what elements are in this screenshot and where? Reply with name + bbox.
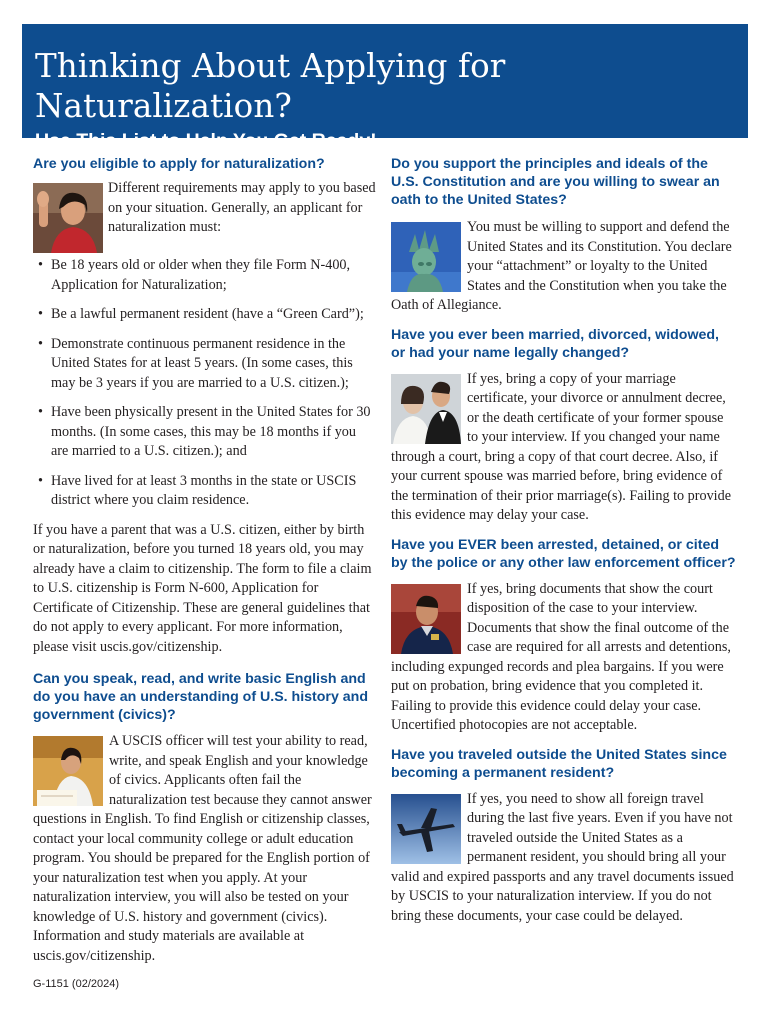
- list-item: • Be 18 years old or older when they file Form N-400, Application for Naturalization;: [33, 256, 376, 295]
- married-block: [391, 370, 736, 526]
- title-banner: [22, 24, 748, 152]
- eligibility-section: [33, 155, 376, 657]
- arrested-body: If yes, bring documents that show the court disposition of the case to your interview. Documents that show the final outcome of the case are required for all arrests and detentions, including expunged records and plea bargains. If you were put on probation, bring evidence that you completed it. Failing to provide this evidence could delay your case. Uncertified photocopies are not acceptable.: [391, 580, 731, 733]
- studying-woman-photo: [33, 736, 103, 806]
- parent-paragraph-block: [33, 521, 376, 658]
- eligibility-heading: Are you eligible to apply for naturalization?: [33, 156, 325, 172]
- left-column: [33, 155, 376, 966]
- married-section: [391, 326, 736, 526]
- married-body: If yes, bring a copy of your marriage certificate, your divorce or annulment decree, or the death certificate of your former spouse to your interview. If you changed your name through a court, bring a copy of that court decree. Also, if your current spouse was married before, bring evidence of the termination of their prior marriage(s). Failing to provide this evidence may delay your case.: [391, 370, 732, 523]
- eligibility-intro: Different requirements may apply to you based on your situation. Generally, an applicant for naturalization must:: [108, 180, 376, 235]
- eligibility-list: [33, 256, 376, 511]
- constitution-heading: Do you support the principles and ideals of the U.S. Constitution and are you willing to swear an oath to the United States?: [391, 156, 720, 208]
- arrested-section: [391, 536, 736, 736]
- married-heading: Have you ever been married, divorced, widowed, or had your name legally changed?: [391, 326, 720, 361]
- travel-block: [391, 790, 736, 927]
- raising-hand-woman-photo: [33, 183, 103, 253]
- travel-section: [391, 746, 736, 927]
- english-civics-section: [33, 670, 376, 966]
- parent-paragraph: If you have a parent that was a U.S. citizen, either by birth or naturalization, before you turned 18 years old, you may already have a claim to citizenship. The form to file a claim to U.S. citizenship is Form N-600, Application for Certificate of Citizenship. These are general guidelines that do not apply to every applicant. For more information, please visit uscis.gov/citizenship.: [33, 521, 372, 655]
- list-item: • Have lived for at least 3 months in the state or USCIS district where you claim residence.: [33, 472, 376, 511]
- police-officer-photo: [391, 584, 461, 654]
- airplane-photo: [391, 794, 461, 864]
- constitution-body: You must be willing to support and defend the United States and its Constitution. You declare your “attachment” or loyalty to the United States and the Constitution when you take the Oath of Allegiance.: [391, 219, 732, 313]
- list-item: • Demonstrate continuous permanent residence in the United States for at least 5 years. (In some cases, this may be 3 years if you are married to a U.S. citizen.);: [33, 335, 376, 394]
- list-item: • Have been physically present in the United States for 30 months. (In some cases, this may be 18 months if you are married to a U.S. citizen.); and: [33, 403, 376, 462]
- page-title: Thinking About Applying for Naturalization?: [35, 47, 506, 125]
- travel-heading: Have you traveled outside the United States since becoming a permanent resident?: [391, 746, 727, 781]
- constitution-section: [391, 155, 736, 316]
- page-subtitle: Use This List to Help You Get Ready!: [35, 130, 377, 152]
- arrested-heading: Have you EVER been arrested, detained, or cited by the police or any other law enforcement officer?: [391, 536, 736, 571]
- english-civics-body: A USCIS officer will test your ability to read, write, and speak English and your knowledge of civics. Applicants often fail the naturalization test because they cannot answer questions in English. To find English or citizenship classes, contact your local community college or adult education program. You should be prepared for the English portion of your naturalization test when you apply. At your naturalization interview, you will also be tested on your knowledge of U.S. history and government (civics). Information and study materials are available at uscis.gov/citizenship.: [33, 733, 372, 964]
- wedding-couple-photo: [391, 374, 461, 444]
- statue-of-liberty-photo: [391, 222, 461, 292]
- form-id-footer: G-1151 (02/2024): [33, 978, 120, 990]
- travel-body: If yes, you need to show all foreign travel during the last five years. Even if you have not traveled outside the United States as a permanent resident, you should bring all your valid and expired passports and any travel documents issued by USCIS to your naturalization interview. If you do not bring these documents, your case could be delayed.: [391, 790, 734, 924]
- list-item: • Be a lawful permanent resident (have a “Green Card”);: [33, 305, 376, 325]
- english-civics-block: [33, 732, 376, 966]
- arrested-block: [391, 580, 736, 736]
- right-column: [391, 155, 736, 926]
- eligibility-intro-block: [33, 179, 376, 238]
- constitution-block: [391, 218, 736, 316]
- english-civics-heading: Can you speak, read, and write basic English and do you have an understanding of U.S. history and government (civics)?: [33, 671, 369, 723]
